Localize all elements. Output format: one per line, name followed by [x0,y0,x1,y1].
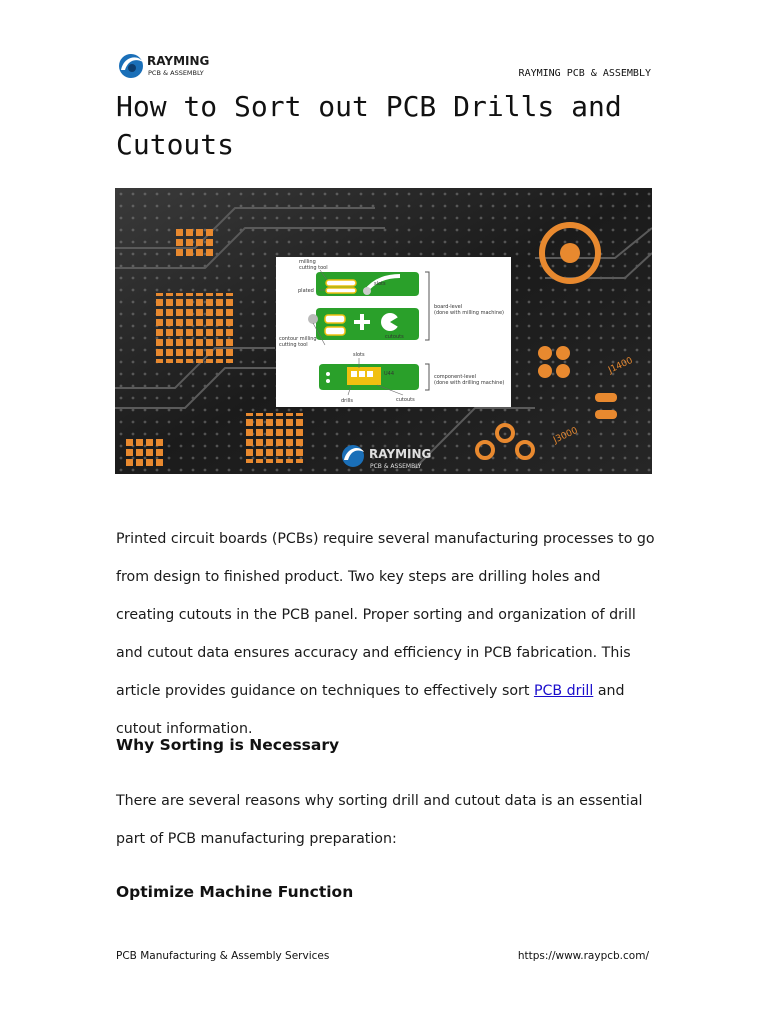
label-cutouts-mid: cutouts [385,334,404,340]
label-milling-tool: milling cutting tool [299,259,328,271]
watermark-tagline: PCB & ASSEMBLY [370,463,422,470]
hero-image [115,188,652,474]
intro-text-end: and cutout information. [116,683,625,737]
intro-text: Printed circuit boards (PCBs) require several manufacturing processes to go from design to finished product. Two key steps are drilling holes and creating cutouts in the PCB panel. Proper sorting and organization of drill and cutout data ensures accuracy and efficiency in PCB fabrication. This article provides guidance on techniques to effectively sort [116,531,655,699]
label-slots: slots [353,352,365,358]
logo-tagline: PCB & ASSEMBLY [148,69,204,77]
label-cutouts: cutouts [396,397,415,403]
pcb-drill-link[interactable]: PCB drill [533,683,594,699]
section-paragraph: There are several reasons why sorting drill and cutout data is an essential part of PCB manufacturing preparation: [116,793,643,847]
logo-name: RAYMING [147,54,210,68]
rayming-logo [116,50,226,82]
label-chip: U44 [384,371,395,377]
silkscreen-label: J3000 [552,425,580,446]
intro-paragraph [116,520,656,748]
footer-left: PCB Manufacturing & Assembly Services [116,950,330,962]
label-drills: drills [341,398,354,404]
running-header: RAYMING PCB & ASSEMBLY [518,68,651,79]
label-board-level: board-level (done with milling machine) [434,304,505,316]
label-plated: plated [298,288,314,294]
watermark-name: RAYMING [369,447,432,461]
rayming-swirl-icon [119,54,143,78]
footer-url[interactable]: https://www.raypcb.com/ [517,950,649,962]
section-heading-optimize: Optimize Machine Function [116,883,354,901]
label-contour-tool: contour milling cutting tool [279,336,317,348]
label-component-level: component-level (done with drilling machine) [434,374,505,386]
page-title: How to Sort out PCB Drills and Cutouts [116,90,622,161]
label-slots-top: slots [374,281,386,287]
section-heading-why-sorting: Why Sorting is Necessary [116,736,340,754]
silkscreen-label: J1400 [607,355,635,376]
drill-cutout-diagram [276,257,511,407]
watermark-logo [342,445,431,470]
